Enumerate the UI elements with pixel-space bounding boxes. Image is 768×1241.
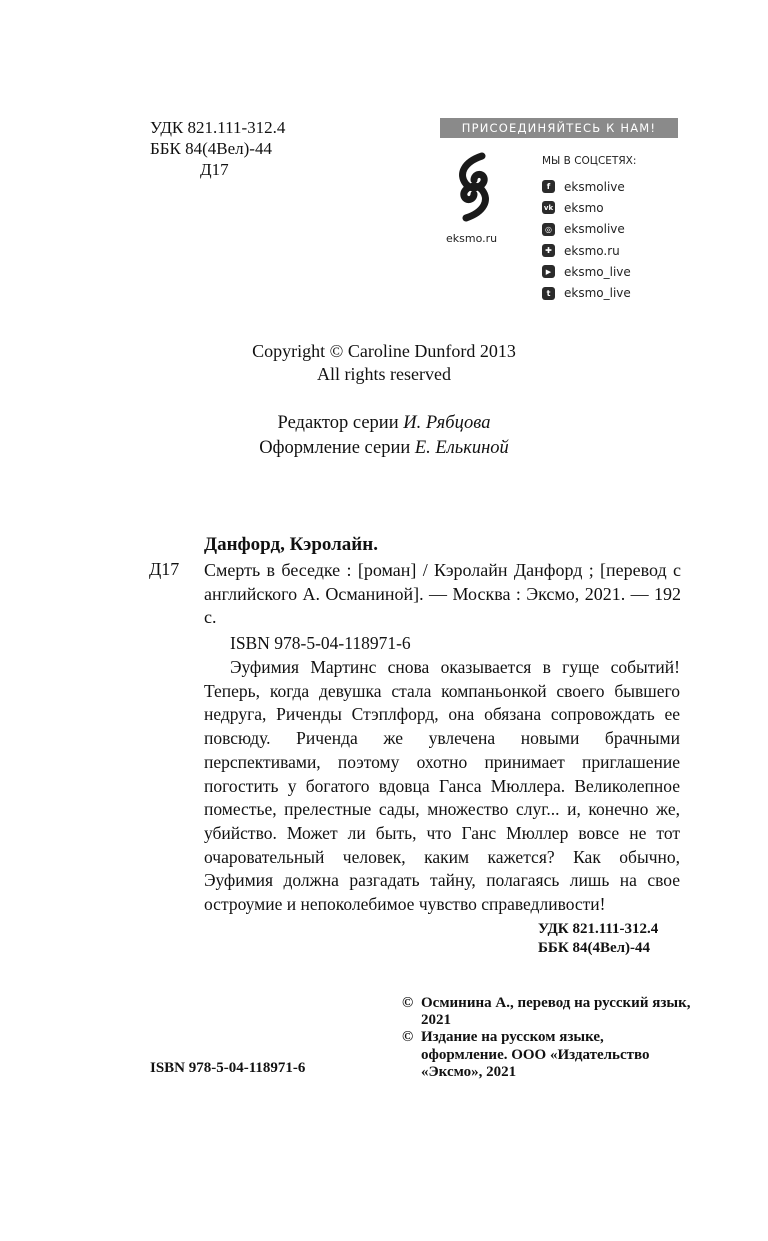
social-item-facebook[interactable] <box>542 176 631 197</box>
catalog-isbn: ISBN 978-5-04-118971-6 <box>230 633 411 653</box>
copyright-sign: © <box>402 995 414 1011</box>
classification-block <box>150 117 285 180</box>
udk-code: УДК 821.111-312.4 <box>150 118 286 137</box>
twitter-icon: t <box>542 287 555 300</box>
catalog-author: Данфорд, Кэролайн. <box>204 534 378 555</box>
social-list <box>542 176 631 304</box>
series-editor-label: Редактор серии <box>277 413 399 433</box>
series-design-label: Оформление серии <box>259 438 411 458</box>
author-cipher: Д17 <box>200 160 229 179</box>
catalog-description: Смерть в беседке : [роман] / Кэролайн Данфорд ; [перевод с английского А. Османиной]. — Москва : Эксмо, 2021. — 192 с. <box>204 560 681 627</box>
social-label: eksmolive <box>564 222 625 237</box>
eksmo-logo-icon <box>452 152 496 222</box>
vk-icon: vk <box>542 201 555 214</box>
social-item-vk[interactable] <box>542 197 631 218</box>
series-design <box>0 436 768 461</box>
social-heading: МЫ В СОЦСЕТЯХ: <box>542 155 637 167</box>
social-label: eksmo_live <box>564 286 631 301</box>
social-item-youtube[interactable] <box>542 261 631 282</box>
rights-text: Издание на русском языке, оформление. ООО «Издательство «Эксмо», 2021 <box>421 1029 650 1080</box>
catalog-cipher: Д17 <box>149 559 180 579</box>
catalog-codes <box>538 920 658 958</box>
social-item-instagram[interactable] <box>542 219 631 240</box>
catalog-udk: УДК 821.111-312.4 <box>538 921 659 937</box>
copyright-block <box>0 340 768 386</box>
social-item-eksmo-site[interactable] <box>542 240 631 261</box>
social-label: eksmo.ru <box>564 243 620 258</box>
social-item-twitter[interactable] <box>542 282 631 303</box>
facebook-icon: f <box>542 180 555 193</box>
copyright-sign: © <box>402 1029 414 1046</box>
social-label: eksmo <box>564 200 604 215</box>
bbk-code: ББК 84(4Вел)-44 <box>150 139 272 158</box>
rights-text: Осминина А., перевод на русский язык, 2021 <box>421 995 691 1029</box>
promo-banner: ПРИСОЕДИНЯЙТЕСЬ К НАМ! <box>440 118 678 138</box>
promo-site-link[interactable]: eksmo.ru <box>446 232 498 245</box>
instagram-icon: ◎ <box>542 223 555 236</box>
eksmo-site-icon: ✚ <box>542 244 555 257</box>
rights-block <box>402 995 692 1081</box>
catalog-bbk: ББК 84(4Вел)-44 <box>538 940 651 956</box>
social-label: eksmolive <box>564 179 625 194</box>
rights-reserved-line: All rights reserved <box>317 364 451 384</box>
social-label: eksmo_live <box>564 264 631 279</box>
series-editor <box>0 411 768 436</box>
isbn-bottom: ISBN 978-5-04-118971-6 <box>150 1060 306 1076</box>
copyright-line: Copyright © Caroline Dunford 2013 <box>252 341 516 361</box>
series-design-name: Е. Елькиной <box>414 438 509 458</box>
book-annotation: Эуфимия Мартинс снова оказывается в гуще событий! Теперь, когда девушка стала компаньонкой своего бывшего недруга, Риченды Стэплфорд, она обязана сопровождать ее повсюду. Риченда же увлечена новыми брачными перспективами, поэтому охотно принимает приглашение погостить у богатого вдовца Ганса Мюллера. Великолепное поместье, прелестные сады, множество слуг... и, конечно же, убийство. Может ли быть, что Ганс Мюллер вовсе не тот очаровательный человек, каким кажется? Как обычно, Эуфимия должна разгадать тайну, полагаясь лишь на свое остроумие и непоколебимое чувство справедливости! <box>204 657 680 915</box>
series-credits <box>0 411 768 461</box>
youtube-icon: ▶ <box>542 265 555 278</box>
rights-item <box>402 995 692 1029</box>
rights-item <box>402 1029 692 1081</box>
series-editor-name: И. Рябцова <box>403 413 491 433</box>
